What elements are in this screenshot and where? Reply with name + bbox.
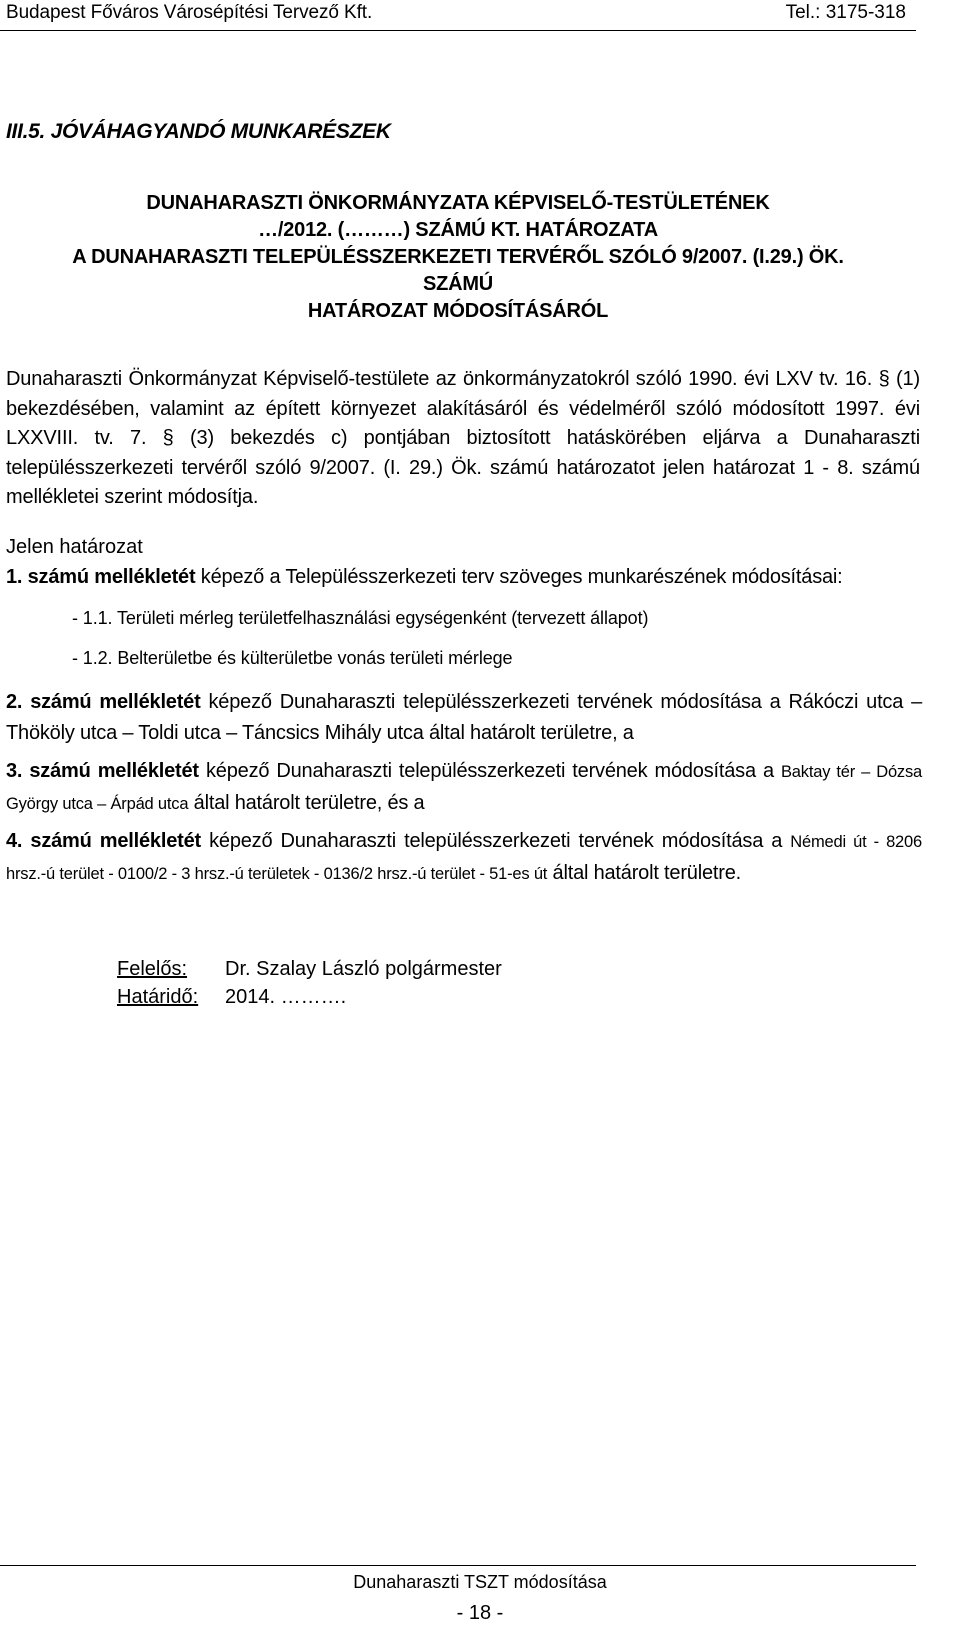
header-phone: Tel.: 3175-318 bbox=[785, 2, 906, 23]
page-number: - 18 - bbox=[456, 1602, 504, 1624]
responsibility-block bbox=[117, 955, 502, 1011]
footer-title: Dunaharaszti TSZT módosítása bbox=[353, 1572, 607, 1592]
sub-item-1-2: - 1.2. Belterületbe és külterületbe vonás területi mérlege bbox=[72, 648, 513, 668]
item-4-tail: által határolt területre. bbox=[547, 862, 741, 884]
item-1-bold: 1. számú mellékletét bbox=[6, 566, 196, 588]
item-3 bbox=[6, 756, 922, 820]
item-2-text: képező Dunaharaszti településszerkezeti tervének módosítása a Rákóczi utca – Thököly utca – Toldi utca – Táncsics Mihály utca által határolt területre, a bbox=[6, 691, 923, 744]
heading-line-3: A DUNAHARASZTI TELEPÜLÉSSZERKEZETI TERVÉRŐL SZÓLÓ 9/2007. (I.29.) ÖK. SZÁMÚ bbox=[72, 246, 844, 295]
item-1-text: képező a Településszerkezeti terv szöveges munkarészének módosításai: bbox=[195, 566, 843, 588]
responsible-row bbox=[117, 955, 502, 983]
deadline-value: 2014. ………. bbox=[225, 986, 347, 1008]
item-4-parcels: Némedi út - 8206 hrsz.-ú terület - 0100/2 - 3 hrsz.-ú területek - 0136/2 hrsz.-ú terület - 51-es út bbox=[6, 833, 922, 883]
item-3-streets: Baktay tér – Dózsa György utca – Árpád utca bbox=[6, 763, 922, 813]
responsible-value: Dr. Szalay László polgármester bbox=[225, 958, 502, 980]
responsible-label: Felelős: bbox=[117, 958, 188, 980]
item-4-bold: 4. számú mellékletét bbox=[6, 830, 201, 852]
item-3-bold: 3. számú mellékletét bbox=[6, 760, 199, 782]
header-divider bbox=[0, 30, 916, 31]
page-header bbox=[0, 0, 960, 32]
decision-label: Jelen határozat bbox=[6, 536, 143, 558]
heading-line-4: HATÁROZAT MÓDOSÍTÁSÁRÓL bbox=[307, 300, 609, 322]
footer-divider bbox=[0, 1565, 916, 1566]
header-organization: Budapest Főváros Városépítési Tervező Kft. bbox=[6, 2, 373, 23]
section-title: III.5. JÓVÁHAGYANDÓ MUNKARÉSZEK bbox=[6, 120, 391, 143]
item-1 bbox=[6, 566, 843, 589]
document-heading bbox=[58, 190, 858, 325]
item-2 bbox=[6, 687, 922, 749]
item-2-bold: 2. számú mellékletét bbox=[6, 691, 201, 713]
deadline-label: Határidő: bbox=[117, 986, 199, 1008]
deadline-row bbox=[117, 983, 502, 1011]
item-4 bbox=[6, 826, 922, 890]
item-3-tail: által határolt területre, és a bbox=[188, 792, 425, 814]
sub-item-1-1: - 1.1. Területi mérleg területfelhasználási egységenként (tervezett állapot) bbox=[72, 608, 649, 628]
heading-line-1: DUNAHARASZTI ÖNKORMÁNYZATA KÉPVISELŐ-TESTÜLETÉNEK bbox=[146, 192, 770, 214]
heading-line-2: …/2012. (………) SZÁMÚ KT. HATÁROZATA bbox=[258, 219, 658, 241]
item-3-text: képező Dunaharaszti településszerkezeti tervének módosítása a bbox=[198, 760, 781, 782]
intro-paragraph: Dunaharaszti Önkormányzat Képviselő-testülete az önkormányzatokról szóló 1990. évi LXV tv. 16. § (1) bekezdésében, valamint az épített környezet alakításáról és védelméről szóló módosított 1997. évi LXXVIII. tv. 7. § (3) bekezdés c) pontjában biztosított hatáskörében eljárva a Dunaharaszti településszerkezeti tervéről szóló 9/2007. (I. 29.) Ök. számú határozatot jelen határozat 1 - 8. számú mellékletei szerint módosítja. bbox=[6, 368, 920, 508]
item-4-text: képező Dunaharaszti településszerkezeti tervének módosítása a bbox=[200, 830, 791, 852]
